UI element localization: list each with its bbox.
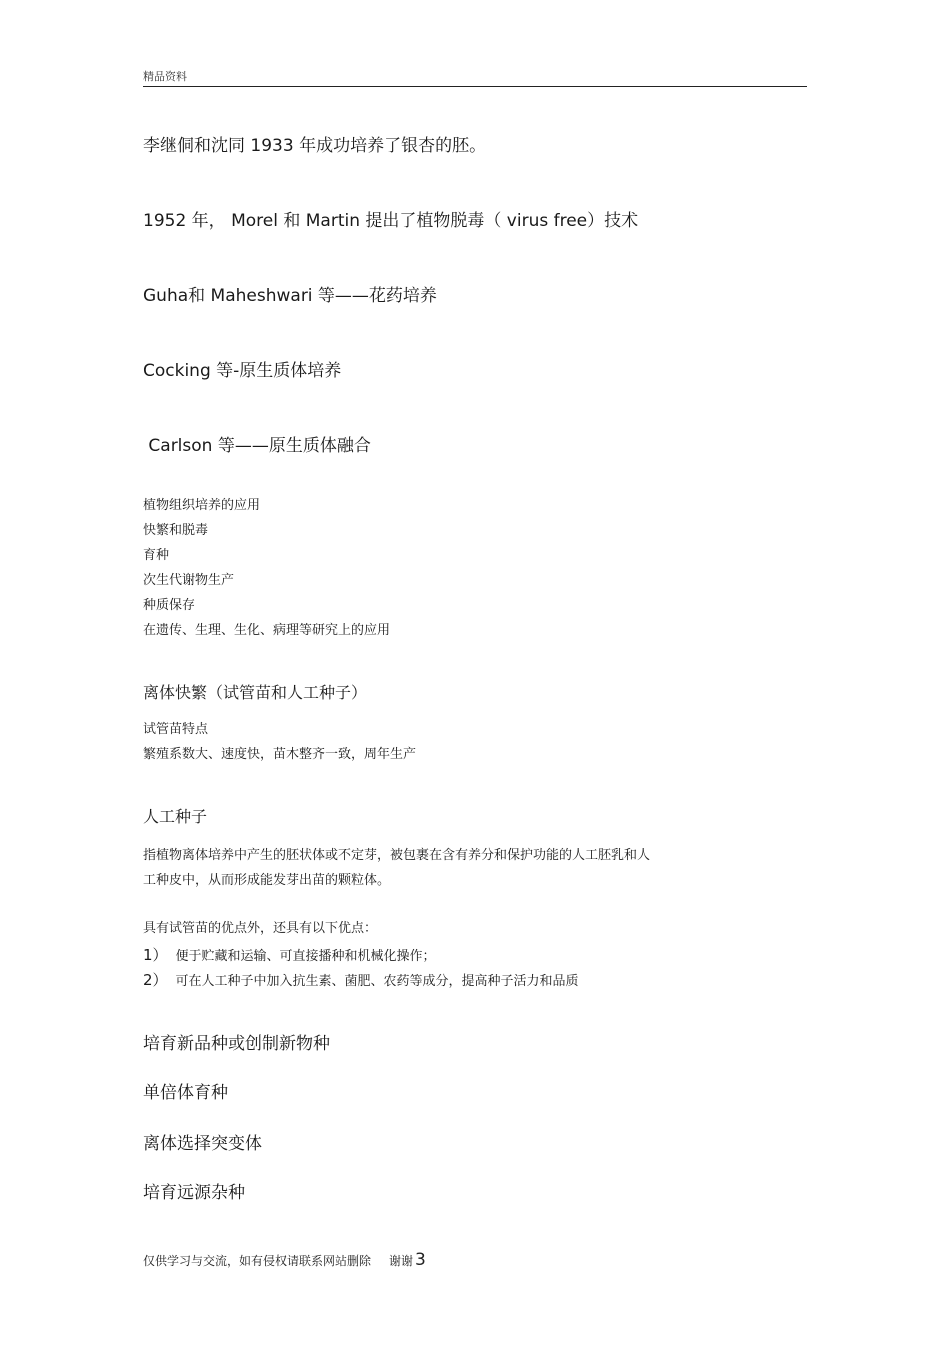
application-item: 次生代谢物生产: [143, 573, 235, 588]
history-line-2: 1952 年， Morel 和 Martin 提出了植物脱毒（ virus free）技术: [143, 211, 639, 231]
application-item: 在遗传、生理、生化、病理等研究上的应用: [143, 623, 391, 638]
application-item: 育种: [143, 548, 170, 563]
breeding-heading-3: 离体选择突变体: [143, 1134, 262, 1154]
advantages-intro: 具有试管苗的优点外，还具有以下优点：: [143, 921, 378, 936]
history-line-3: Guha和 Maheshwari 等——花药培养: [143, 286, 437, 306]
header-divider: [143, 86, 807, 87]
artificial-seed-definition-2: 工种皮中，从而形成能发芽出苗的颗粒体。: [143, 873, 391, 888]
propagation-features: 繁殖系数大、速度快，苗木整齐一致，周年生产: [143, 747, 417, 762]
propagation-subtitle: 试管苗特点: [143, 722, 209, 737]
history-line-5: Carlson 等——原生质体融合: [143, 436, 371, 456]
advantage-number: 1）: [143, 946, 168, 964]
advantage-text: 便于贮藏和运输、可直接播种和机械化操作；: [175, 949, 436, 964]
breeding-heading-4: 培育远源杂种: [143, 1183, 245, 1203]
propagation-heading: 离体快繁（试管苗和人工种子）: [143, 683, 368, 702]
footer-thanks: 谢谢: [389, 1254, 414, 1268]
applications-title: 植物组织培养的应用: [143, 498, 261, 513]
artificial-seed-heading: 人工种子: [143, 807, 208, 826]
page-footer: [143, 1250, 426, 1270]
page-header-label: 精品资料: [143, 70, 187, 83]
artificial-seed-definition-1: 指植物离体培养中产生的胚状体或不定芽，被包裹在含有养分和保护功能的人工胚乳和人: [143, 848, 651, 863]
page-number: 3: [415, 1250, 426, 1270]
application-item: 快繁和脱毒: [143, 523, 209, 538]
advantage-number: 2）: [143, 971, 168, 989]
advantage-item-1: [143, 944, 436, 965]
advantage-item-2: [143, 969, 579, 990]
application-item: 种质保存: [143, 598, 196, 613]
history-line-4: Cocking 等-原生质体培养: [143, 361, 342, 381]
history-line-1: 李继侗和沈同 1933 年成功培养了银杏的胚。: [143, 136, 487, 156]
breeding-heading-1: 培育新品种或创制新物种: [143, 1034, 330, 1054]
advantage-text: 可在人工种子中加入抗生素、菌肥、农药等成分，提高种子活力和品质: [175, 974, 579, 989]
breeding-heading-2: 单倍体育种: [143, 1083, 228, 1103]
footer-notice: 仅供学习与交流，如有侵权请联系网站删除: [143, 1254, 372, 1268]
